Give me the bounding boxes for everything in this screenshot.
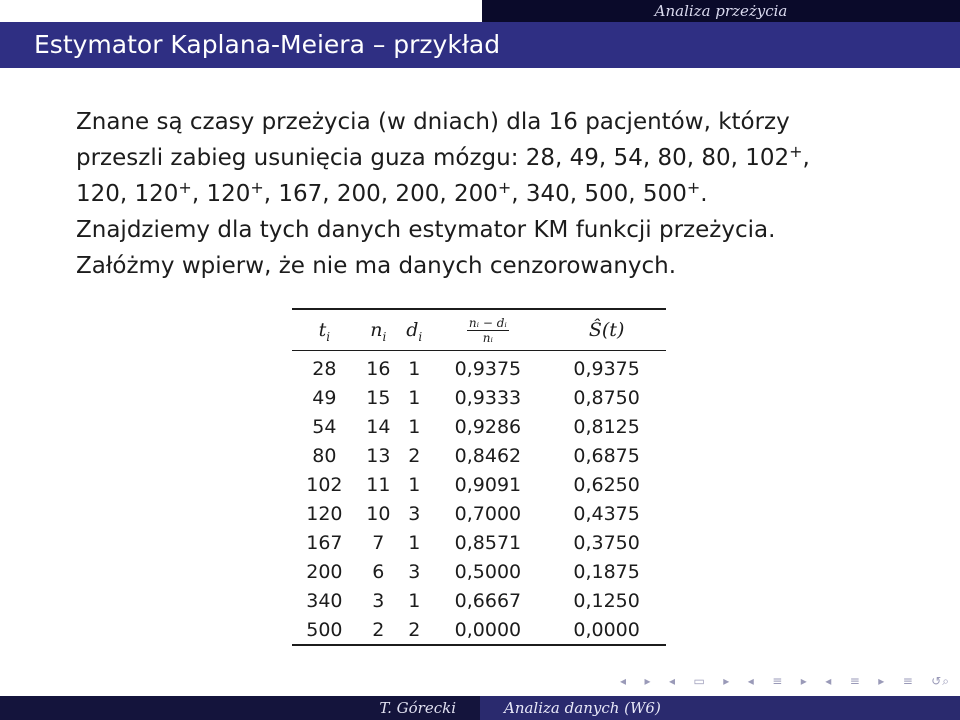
slide-title: Estymator Kaplana-Meiera – przykład	[34, 30, 501, 59]
table-row	[292, 412, 666, 441]
doc-prev-icon[interactable]: ◂	[825, 674, 833, 688]
table-cell: 13	[366, 444, 391, 467]
table-cell: 0,9375	[573, 357, 640, 380]
table-cell: 0,9333	[454, 386, 522, 409]
table-row	[292, 351, 666, 384]
table-cell: 340	[306, 589, 343, 612]
ratio-fraction	[467, 316, 509, 345]
body-line-2	[76, 140, 936, 176]
align-icon[interactable]: ≡	[902, 674, 914, 688]
table-row	[292, 441, 666, 470]
body-text	[76, 104, 936, 284]
table-cell: 0,8571	[454, 531, 522, 554]
table-cell: 1	[408, 357, 421, 380]
table-cell: 0,8125	[573, 415, 640, 438]
header-d-symbol: d	[406, 319, 419, 341]
table-cell: 2	[400, 615, 429, 645]
footer-author: T. Górecki	[0, 696, 480, 720]
body-line-4	[76, 212, 936, 248]
table-cell: 14	[366, 415, 391, 438]
table-row	[292, 615, 666, 645]
table-cell: 3	[372, 589, 385, 612]
body-line-3-part-d: , 340, 500, 500	[511, 181, 687, 207]
body-line-3-part-c: , 167, 200, 200, 200	[263, 181, 498, 207]
table-cell: 0,9375	[454, 357, 522, 380]
search-icon[interactable]: ↺⌕	[931, 673, 950, 688]
table-cell: 15	[366, 386, 391, 409]
body-line-2-text: przeszli zabieg usunięcia guza mózgu: 28, 49, 54, 80, 80, 102	[76, 145, 790, 171]
censor-mark: +	[789, 142, 803, 161]
table-cell: 1	[408, 589, 421, 612]
table-cell: 0,7000	[454, 502, 522, 525]
table-cell: 0,6250	[573, 473, 640, 496]
table-cell: 49	[312, 386, 337, 409]
doc-icon[interactable]: ≡	[849, 674, 861, 688]
table-cell: 80	[312, 444, 337, 467]
body-line-2-comma: ,	[802, 145, 810, 171]
table-cell: 1	[408, 386, 421, 409]
section-next-icon[interactable]: ▸	[800, 674, 808, 688]
header-t	[292, 309, 357, 351]
header-t-symbol: t	[318, 319, 327, 341]
table-cell: 16	[366, 357, 391, 380]
table-cell: 10	[366, 502, 391, 525]
table-cell: 120	[306, 502, 343, 525]
table-cell: 0,0000	[429, 615, 548, 645]
table-row	[292, 499, 666, 528]
table-cell: 0,8462	[454, 444, 522, 467]
body-line-3-period: .	[700, 181, 708, 207]
body-line-5	[76, 248, 936, 284]
body-line-3-part-a: 120, 120	[76, 181, 179, 207]
header-survival-label: Ŝ(t)	[588, 319, 625, 341]
body-line-3-part-b: , 120	[191, 181, 251, 207]
censor-mark: +	[178, 178, 192, 197]
top-bar	[0, 0, 960, 22]
body-line-5-text: Załóżmy wpierw, że nie ma danych cenzorowanych.	[76, 253, 677, 279]
table-header-row	[292, 309, 666, 351]
table-cell: 0,3750	[573, 531, 640, 554]
frame-next-icon[interactable]: ▸	[644, 674, 652, 688]
table-cell: 3	[408, 560, 421, 583]
table-cell: 1	[408, 473, 421, 496]
table-cell: 2	[357, 615, 400, 645]
table-cell: 0,4375	[573, 502, 640, 525]
table-cell: 54	[312, 415, 337, 438]
table-cell: 0,5000	[454, 560, 522, 583]
table-cell: 2	[408, 444, 421, 467]
table-cell: 0,6667	[454, 589, 522, 612]
table-cell: 0,9286	[454, 415, 522, 438]
doc-next-icon[interactable]: ▸	[878, 674, 886, 688]
table-row	[292, 383, 666, 412]
header-survival	[547, 309, 666, 351]
header-n-subscript: i	[382, 330, 387, 344]
table-cell: 0,9091	[454, 473, 522, 496]
table-body	[292, 351, 666, 646]
header-d	[400, 309, 429, 351]
header-d-subscript: i	[418, 330, 423, 344]
ratio-numerator: nᵢ − dᵢ	[468, 315, 507, 330]
table-row	[292, 586, 666, 615]
frame-prev-icon[interactable]: ◂	[620, 674, 628, 688]
table-cell: 0,0000	[547, 615, 666, 645]
table-cell: 0,6875	[573, 444, 640, 467]
body-line-1-text: Znane są czasy przeżycia (w dniach) dla 16 pacjentów, którzy	[76, 109, 790, 135]
section-title: Analiza przeżycia	[482, 0, 960, 22]
title-bar	[0, 22, 960, 68]
table-cell: 11	[366, 473, 391, 496]
footer-course: Analiza danych (W6)	[480, 696, 960, 720]
header-ratio	[429, 309, 548, 351]
subsection-next-icon[interactable]: ▸	[723, 674, 731, 688]
body-line-1	[76, 104, 936, 140]
table-cell: 0,1250	[573, 589, 640, 612]
table-cell: 7	[372, 531, 385, 554]
footer	[0, 696, 960, 720]
table-row	[292, 470, 666, 499]
body-line-4-text: Znajdziemy dla tych danych estymator KM funkcji przeżycia.	[76, 217, 776, 243]
subsection-prev-icon[interactable]: ◂	[668, 674, 676, 688]
frame-icon[interactable]: ▭	[693, 674, 706, 688]
section-icon[interactable]: ≡	[772, 674, 784, 688]
table-cell: 3	[408, 502, 421, 525]
header-n	[357, 309, 400, 351]
table-row	[292, 528, 666, 557]
km-table	[292, 308, 666, 646]
table-cell: 200	[306, 560, 343, 583]
table-cell: 167	[306, 531, 343, 554]
table-cell: 102	[306, 473, 343, 496]
censor-mark: +	[250, 178, 264, 197]
body-line-3	[76, 176, 936, 212]
table-cell: 500	[292, 615, 357, 645]
table-row	[292, 557, 666, 586]
table-cell: 1	[408, 415, 421, 438]
table-cell: 28	[312, 357, 337, 380]
table-cell: 0,8750	[573, 386, 640, 409]
censor-mark: +	[497, 178, 512, 197]
section-prev-icon[interactable]: ◂	[747, 674, 755, 688]
censor-mark: +	[686, 178, 701, 197]
ratio-denominator: nᵢ	[482, 330, 493, 345]
table-cell: 0,1875	[573, 560, 640, 583]
header-t-subscript: i	[326, 330, 331, 344]
table-cell: 6	[372, 560, 385, 583]
beamer-navigation	[620, 672, 950, 690]
table-cell: 1	[408, 531, 421, 554]
header-n-symbol: n	[370, 319, 383, 341]
